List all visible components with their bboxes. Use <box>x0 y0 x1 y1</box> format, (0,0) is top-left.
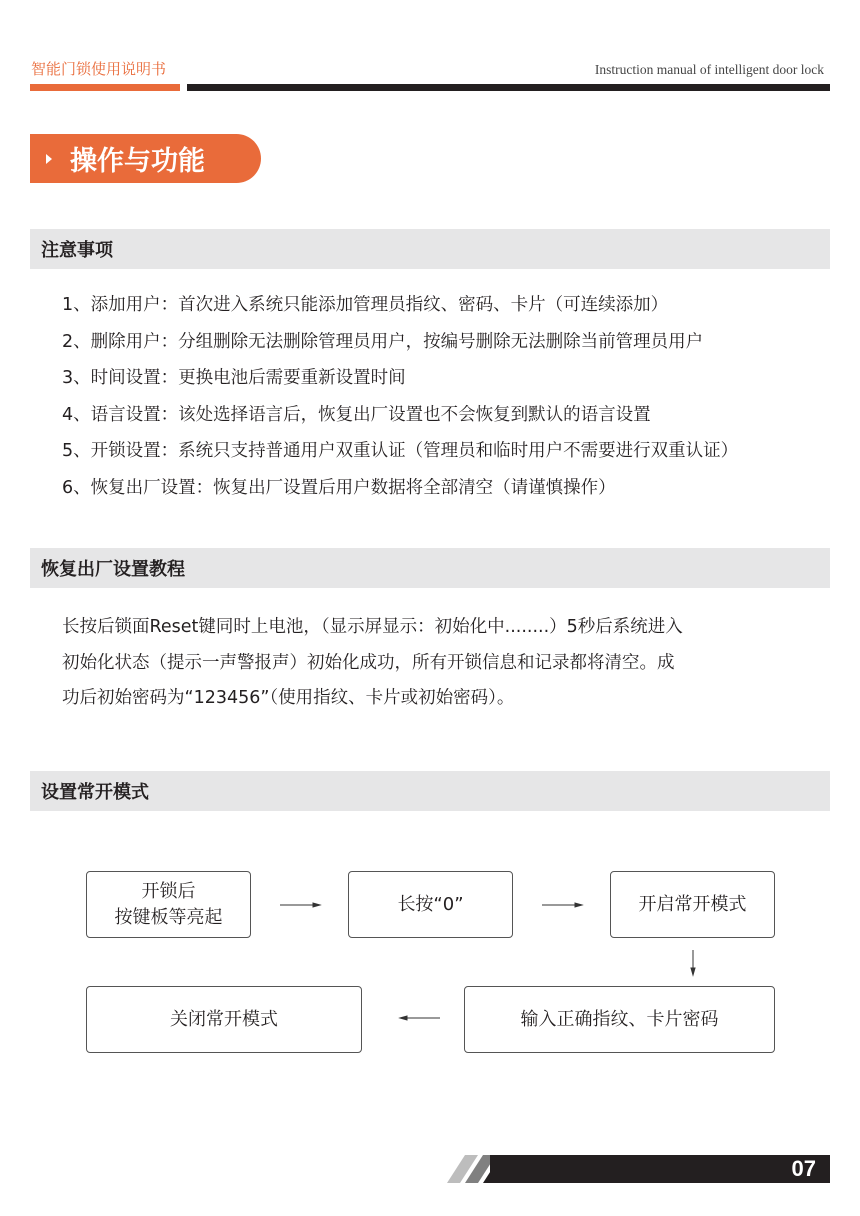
list-item: 6、恢复出厂设置：恢复出厂设置后用户数据将全部清空（请谨慎操作） <box>62 477 616 498</box>
section-heading-notes: 注意事项 <box>30 229 830 269</box>
flow-step-text: 按键板等亮起 <box>114 906 223 928</box>
header-title-en: Instruction manual of intelligent door lock <box>594 62 824 77</box>
flow-step-verify: 输入正确指纹、卡片密码 <box>464 986 775 1053</box>
flow-step-disable: 关闭常开模式 <box>86 986 362 1053</box>
list-item: 5、开锁设置：系统只支持普通用户双重认证（管理员和临时用户不需要进行双重认证） <box>62 441 739 461</box>
list-item: 3、时间设置：更换电池后需要重新设置时间 <box>62 368 406 388</box>
paragraph-line: 初始化状态（提示一声警报声）初始化成功，所有开锁信息和记录都将清空。成 <box>62 652 675 673</box>
flow-step-enable: 开启常开模式 <box>610 871 775 938</box>
section-heading-reset: 恢复出厂设置教程 <box>30 548 830 588</box>
header-title-cn: 智能门锁使用说明书 <box>31 60 167 78</box>
list-item: 2、删除用户：分组删除无法删除管理员用户，按编号删除无法删除当前管理员用户 <box>62 331 704 352</box>
list-item: 4、语言设置：该处选择语言后，恢复出厂设置也不会恢复到默认的语言设置 <box>62 404 651 425</box>
paragraph-line: 长按后锁面Reset键同时上电池，（显示屏显示：初始化中........）5秒后系统进入 <box>62 617 683 637</box>
flow-step-text: 开锁后 <box>141 880 196 902</box>
page-number: 07 <box>490 1155 830 1183</box>
flow-step-hold-zero: 长按“0” <box>348 871 513 938</box>
section-heading-always-open: 设置常开模式 <box>30 771 830 811</box>
paragraph-line: 功后初始密码为“123456”（使用指纹、卡片或初始密码）。 <box>62 688 515 708</box>
chapter-title-text: 操作与功能 <box>70 146 205 177</box>
list-item: 1、添加用户：首次进入系统只能添加管理员指纹、密码、卡片（可连续添加） <box>62 295 669 315</box>
